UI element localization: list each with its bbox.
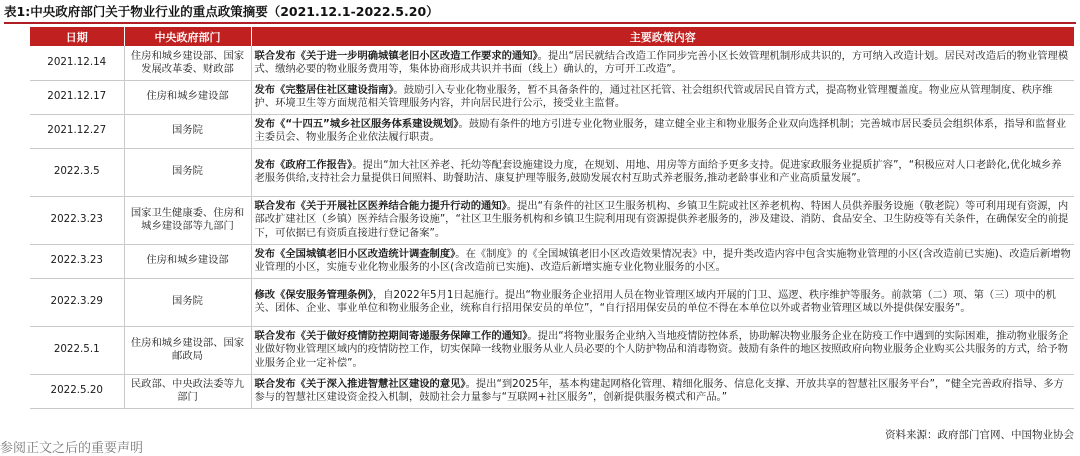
- row-department: 住房和城乡建设部: [124, 244, 251, 278]
- row-department: 国务院: [124, 278, 251, 326]
- row-content: [251, 80, 1074, 114]
- policy-title: 发布《政府工作报告》: [254, 158, 353, 171]
- row-content: [251, 278, 1074, 326]
- disclaimer-note: 参阅正文之后的重要声明: [0, 441, 144, 456]
- row-date: 2021.12.17: [30, 80, 124, 114]
- policy-detail: 。提出“居民就结合改造工作同步完善小区长效管理机制形成共识的，方可纳入改造计划。居民对改造后的物业管理模式、缴纳必要的物业服务费用等，集体协商形成共识并书面（线上）确认的，方可开工改造”。: [254, 49, 1069, 75]
- row-department: 国家卫生健康委、住房和城乡建设部等九部门: [124, 196, 251, 244]
- header-date: 日期: [30, 27, 124, 46]
- policy-title: 发布《完整居住社区建设指南》: [254, 83, 394, 96]
- row-content: [251, 148, 1074, 196]
- policy-detail: 。提出“将物业服务企业纳入当地疫情防控体系，协助解决物业服务企业在防疫工作中遇到的实际困难，推动物业服务企业做好物业管理区域内的疫情防控工作，切实保障一线物业服务从业人员必要的个人防护物品和消毒物资。鼓励有条件的地区按照政府向物业服务企业购买公共服务的方式，给予物业服务企业一定补偿”。: [254, 330, 1069, 369]
- row-date: 2022.5.1: [30, 326, 124, 374]
- row-department: 国务院: [124, 148, 251, 196]
- row-date: 2022.3.5: [30, 148, 124, 196]
- policy-title: 联合发布《关于深入推进智慧社区建设的意见》: [254, 377, 466, 390]
- row-department: 国务院: [124, 114, 251, 148]
- policy-title: 联合发布《关于开展社区医养结合能力提升行动的通知》: [254, 200, 507, 213]
- policy-detail: 。鼓励引入专业化物业服务，暂不具备条件的，通过社区托管、社会组织代管或居民自管方式，提高物业管理覆盖度。物业应从管理制度、秩序维护、环境卫生等方面规范相关管理服务内容，并向居民进行公示，接受业主监督。: [254, 83, 1053, 109]
- row-department: 住房和城乡建设部、国家发展改革委、财政部: [124, 46, 251, 80]
- row-content: [251, 244, 1074, 278]
- table-row: [30, 326, 1074, 374]
- table-row: [30, 244, 1074, 278]
- source-note: 资料来源：政府部门官网、中国物业协会: [885, 429, 1074, 441]
- row-content: [251, 374, 1074, 408]
- table-row: [30, 196, 1074, 244]
- policy-title: 发布《“十四五”城乡社区服务体系建设规划》: [254, 117, 459, 130]
- row-date: 2022.3.23: [30, 244, 124, 278]
- table-row: [30, 278, 1074, 326]
- table-row: [30, 148, 1074, 196]
- row-content: [251, 326, 1074, 374]
- policy-title: 联合发布《关于进一步明确城镇老旧小区改造工作要求的通知》: [254, 49, 538, 62]
- row-department: 住房和城乡建设部、国家邮政局: [124, 326, 251, 374]
- table-title: 表1:中央政府部门关于物业行业的重点政策摘要（2021.12.1-2022.5.20）: [4, 4, 439, 19]
- policy-detail: 。提出“加大社区养老、托幼等配套设施建设力度，在规划、用地、用房等方面给予更多支持。促进家政服务业提质扩容”，“积极应对人口老龄化,优化城乡养老服务供给,支持社会力量提供日间照料、助餐助洁、康复护理等服务,鼓励发展农村互助式养老服务,推动老龄事业和产业高质量发展”。: [254, 158, 1062, 184]
- policy-table: [30, 27, 1074, 409]
- row-content: [251, 46, 1074, 80]
- header-department: 中央政府部门: [124, 27, 251, 46]
- policy-title: 联合发布《关于做好疫情防控期间寄递服务保障工作的通知》: [254, 330, 528, 343]
- title-divider: [4, 22, 1076, 24]
- table-row: [30, 374, 1074, 408]
- row-department: 民政部、中央政法委等九部门: [124, 374, 251, 408]
- row-date: 2022.3.29: [30, 278, 124, 326]
- table-header-row: [30, 27, 1074, 46]
- policy-detail: ，自2022年5月1日起施行。提出“物业服务企业招用人员在物业管理区域内开展的门卫、巡逻、秩序维护等服务。前款第（二）项、第（三）项中的机关、团体、企业、事业单位和物业服务企业，统称自行招用保安员的单位”，“自行招用保安员的单位不得在本单位以外或者物业管理区域以外提供保安服务”。: [254, 288, 1056, 314]
- table-row: [30, 46, 1074, 80]
- table-row: [30, 114, 1074, 148]
- policy-detail: 。鼓励有条件的地方引进专业化物业服务，建立健全业主和物业服务企业双向选择机制；完善城市居民委员会组织体系，指导和监督业主委员会、物业服务企业依法履行职责。: [254, 117, 1067, 143]
- policy-detail: 。提出“有条件的社区卫生服务机构、乡镇卫生院或社区养老机构、特困人员供养服务设施（敬老院）等可利用现有资源，内部改扩建社区（乡镇）医养结合服务设施”，“社区卫生服务机构和乡镇卫生院利用现有资源提供养老服务的，涉及建设、消防、食品安全、卫生防疫等有关条件，在确保安全的前提下，可依据已有资质直接进行登记备案”。: [254, 200, 1069, 239]
- row-content: [251, 114, 1074, 148]
- row-department: 住房和城乡建设部: [124, 80, 251, 114]
- row-date: 2022.3.23: [30, 196, 124, 244]
- row-date: 2021.12.14: [30, 46, 124, 80]
- row-date: 2022.5.20: [30, 374, 124, 408]
- header-policy-content: 主要政策内容: [251, 27, 1074, 46]
- policy-detail: 。提出“到2025年，基本构建起网格化管理、精细化服务、信息化支撑、开放共享的智慧社区服务平台”，“健全完善政府指导、多方参与的智慧社区建设资金投入机制，鼓励社会力量参与“互联网+社区服务”，创新提供服务模式和产品。”: [254, 377, 1064, 403]
- row-date: 2021.12.27: [30, 114, 124, 148]
- row-content: [251, 196, 1074, 244]
- policy-title: 发布《全国城镇老旧小区改造统计调查制度》: [254, 247, 456, 260]
- policy-detail: 。在《制度》的《全国城镇老旧小区改造效果情况表》中，提升类改造内容中包含实施物业管理的小区(含改造前已实施)、改造后新增物业管理的小区，实施专业化物业服务的小区(含改造前已实施)、改造后新增实施专业化物业服务的小区。: [254, 247, 1071, 273]
- policy-title: 修改《保安服务管理条例》: [254, 288, 373, 301]
- table-row: [30, 80, 1074, 114]
